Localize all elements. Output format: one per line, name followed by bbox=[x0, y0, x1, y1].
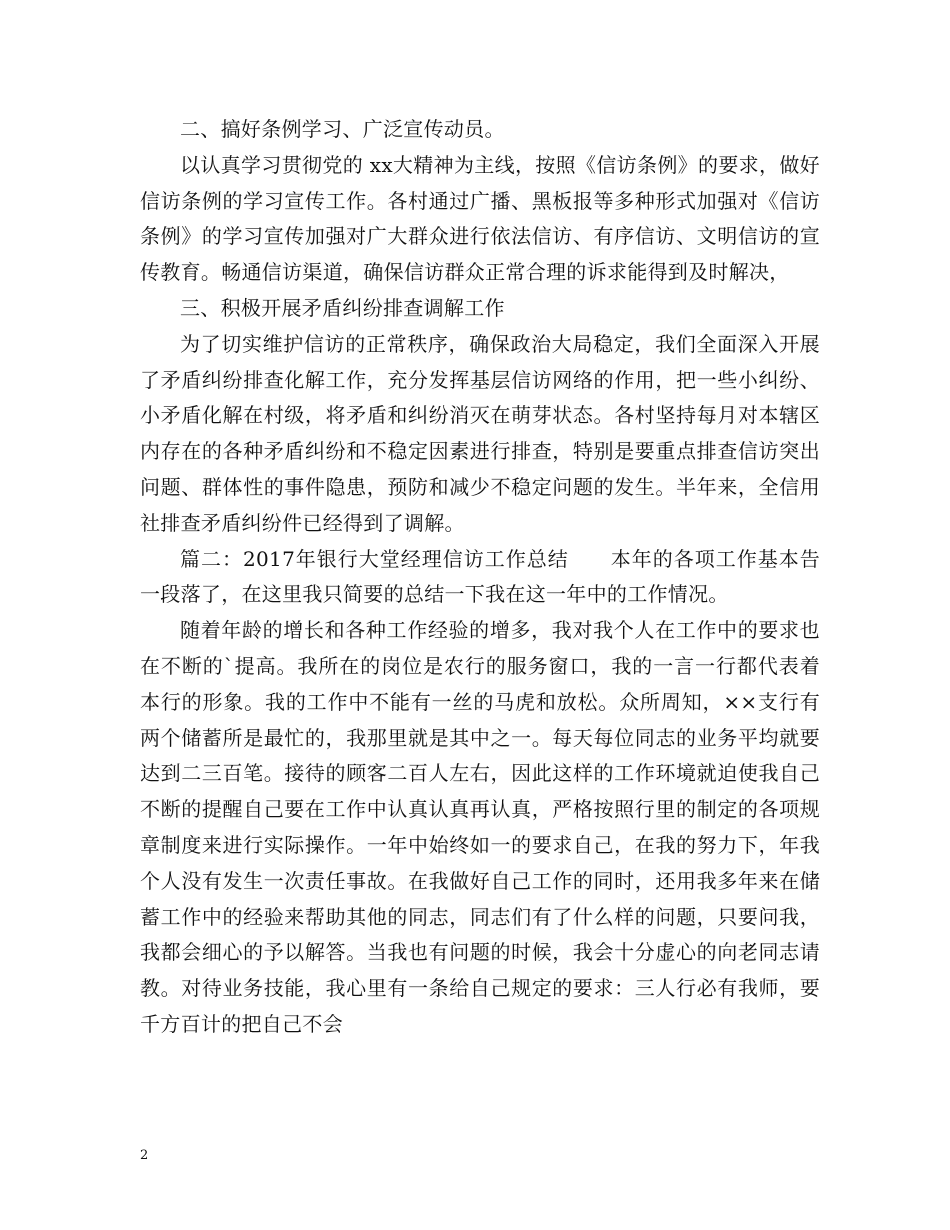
document-body bbox=[140, 112, 820, 1043]
paragraph-dispute-mediation: 为了切实维护信访的正常秩序，确保政治大局稳定，我们全面深入开展了矛盾纠纷排查化解工作，充分发挥基层信访网络的作用，把一些小纠纷、小矛盾化解在村级，将矛盾和纠纷消灭在萌芽状态。各村坚持每月对本辖区内存在的各种矛盾纠纷和不稳定因素进行排查，特别是要重点排查信访突出问题、群体性的事件隐患，预防和减少不稳定问题的发生。半年来，全信用社排查矛盾纠纷件已经得到了调解。 bbox=[140, 331, 820, 535]
paragraph-article-two-intro: 篇二：2017年银行大堂经理信访工作总结 本年的各项工作基本告一段落了，在这里我只简要的总结一下我在这一年中的工作情况。 bbox=[140, 546, 820, 607]
heading-section-two: 二、搞好条例学习、广泛宣传动员。 bbox=[180, 117, 505, 141]
heading-section-three: 三、积极开展矛盾纠纷排查调解工作 bbox=[180, 295, 505, 320]
page-number: 2 bbox=[140, 1148, 149, 1163]
paragraph-work-experience: 随着年龄的增长和各种工作经验的增多，我对我个人在工作中的要求也在不断的`提高。我所在的岗位是农行的服务窗口，我的一言一行都代表着本行的形象。我的工作中不能有一丝的马虎和放松。众所周知，××支行有两个储蓄所是最忙的，我那里就是其中之一。每天每位同志的业务平均就要达到二三百笔。接待的顾客二百人左右，因此这样的工作环境就迫使我自己不断的提醒自己要在工作中认真认真再认真，严格按照行里的制定的各项规章制度来进行实际操作。一年中始终如一的要求自己，在我的努力下，年我个人没有发生一次责任事故。在我做好自己工作的同时，还用我多年来在储蓄工作中的经验来帮助其他的同志，同志们有了什么样的问题，只要问我，我都会细心的予以解答。当我也有问题的时候，我会十分虚心的向老同志请教。对待业务技能，我心里有一条给自己规定的要求：三人行必有我师，要千方百计的把自己不会 bbox=[140, 618, 820, 1036]
paragraph-study-publicity: 以认真学习贯彻党的 xx大精神为主线，按照《信访条例》的要求，做好信访条例的学习宣传工作。各村通过广播、黑板报等多种形式加强对《信访条例》的学习宣传加强对广大群众进行依法信访、有序信访、文明信访的宣传教育。畅通信访渠道，确保信访群众正常合理的诉求能得到及时解决， bbox=[140, 152, 820, 285]
